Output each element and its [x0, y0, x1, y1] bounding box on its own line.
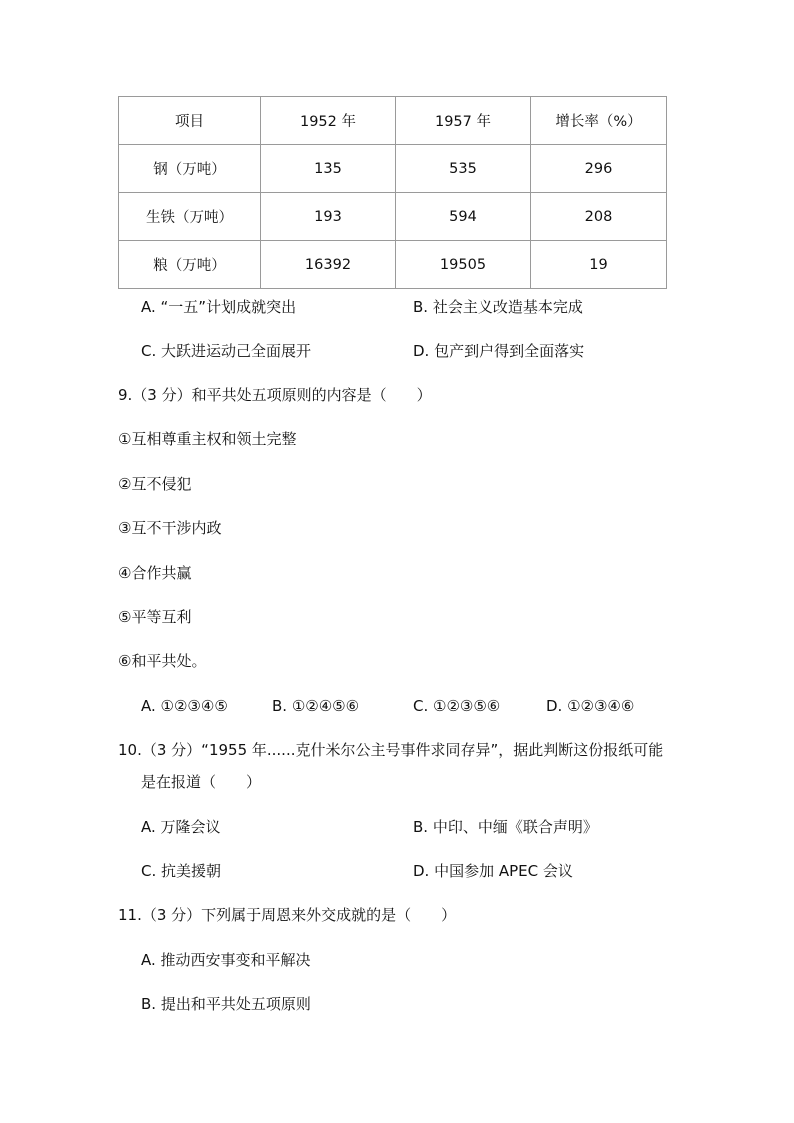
table-cell: 生铁（万吨）: [119, 193, 261, 241]
table-cell: 19505: [396, 241, 531, 289]
table-header-cell: 1957 年: [396, 97, 531, 145]
table-cell: 208: [531, 193, 667, 241]
q11-stem: 11.（3 分）下列属于周恩来外交成就的是（ ）: [118, 906, 457, 924]
production-table: [118, 96, 667, 289]
q11-option-a: A. 推动西安事变和平解决: [141, 951, 311, 969]
table-header-cell: 项目: [119, 97, 261, 145]
table-cell: 296: [531, 145, 667, 193]
q8-option-a: A. “一五”计划成就突出: [141, 298, 297, 316]
q9-item: ④合作共赢: [118, 564, 192, 582]
q10-option-b: B. 中印、中缅《联合声明》: [413, 818, 598, 836]
table-cell: 16392: [261, 241, 396, 289]
table-cell: 135: [261, 145, 396, 193]
q8-option-c: C. 大跃进运动己全面展开: [141, 342, 312, 360]
table-cell: 粮（万吨）: [119, 241, 261, 289]
q8-option-d: D. 包产到户得到全面落实: [413, 342, 585, 360]
q9-item: ②互不侵犯: [118, 475, 192, 493]
q10-option-a: A. 万隆会议: [141, 818, 221, 836]
table-row: [119, 145, 667, 193]
table-cell: 钢（万吨）: [119, 145, 261, 193]
table-header-cell: 1952 年: [261, 97, 396, 145]
table-cell: 19: [531, 241, 667, 289]
q9-item: ⑤平等互利: [118, 608, 192, 626]
q9-option-d: D. ①②③④⑥: [546, 697, 635, 715]
q9-stem: 9.（3 分）和平共处五项原则的内容是（ ）: [118, 386, 432, 404]
q9-option-a: A. ①②③④⑤: [141, 697, 228, 715]
q9-option-c: C. ①②③⑤⑥: [413, 697, 501, 715]
q10-option-c: C. 抗美援朝: [141, 862, 222, 880]
table-cell: 193: [261, 193, 396, 241]
q11-option-b: B. 提出和平共处五项原则: [141, 995, 311, 1013]
table-row: [119, 241, 667, 289]
table-cell: 594: [396, 193, 531, 241]
q10-stem-line1: 10.（3 分）“1955 年......克什米尔公主号事件求同存异”，据此判断这份报纸可能: [118, 741, 664, 759]
q8-option-b: B. 社会主义改造基本完成: [413, 298, 583, 316]
table-cell: 535: [396, 145, 531, 193]
table-header-cell: 增长率（%）: [531, 97, 667, 145]
q9-item: ⑥和平共处。: [118, 652, 207, 670]
table-row: [119, 193, 667, 241]
q9-item: ③互不干涉内政: [118, 519, 222, 537]
q10-stem-line2: 是在报道（ ）: [141, 773, 262, 791]
q9-item: ①互相尊重主权和领土完整: [118, 430, 297, 448]
q9-option-b: B. ①②④⑤⑥: [272, 697, 360, 715]
table-header-row: [119, 97, 667, 145]
q10-option-d: D. 中国参加 APEC 会议: [413, 862, 573, 880]
